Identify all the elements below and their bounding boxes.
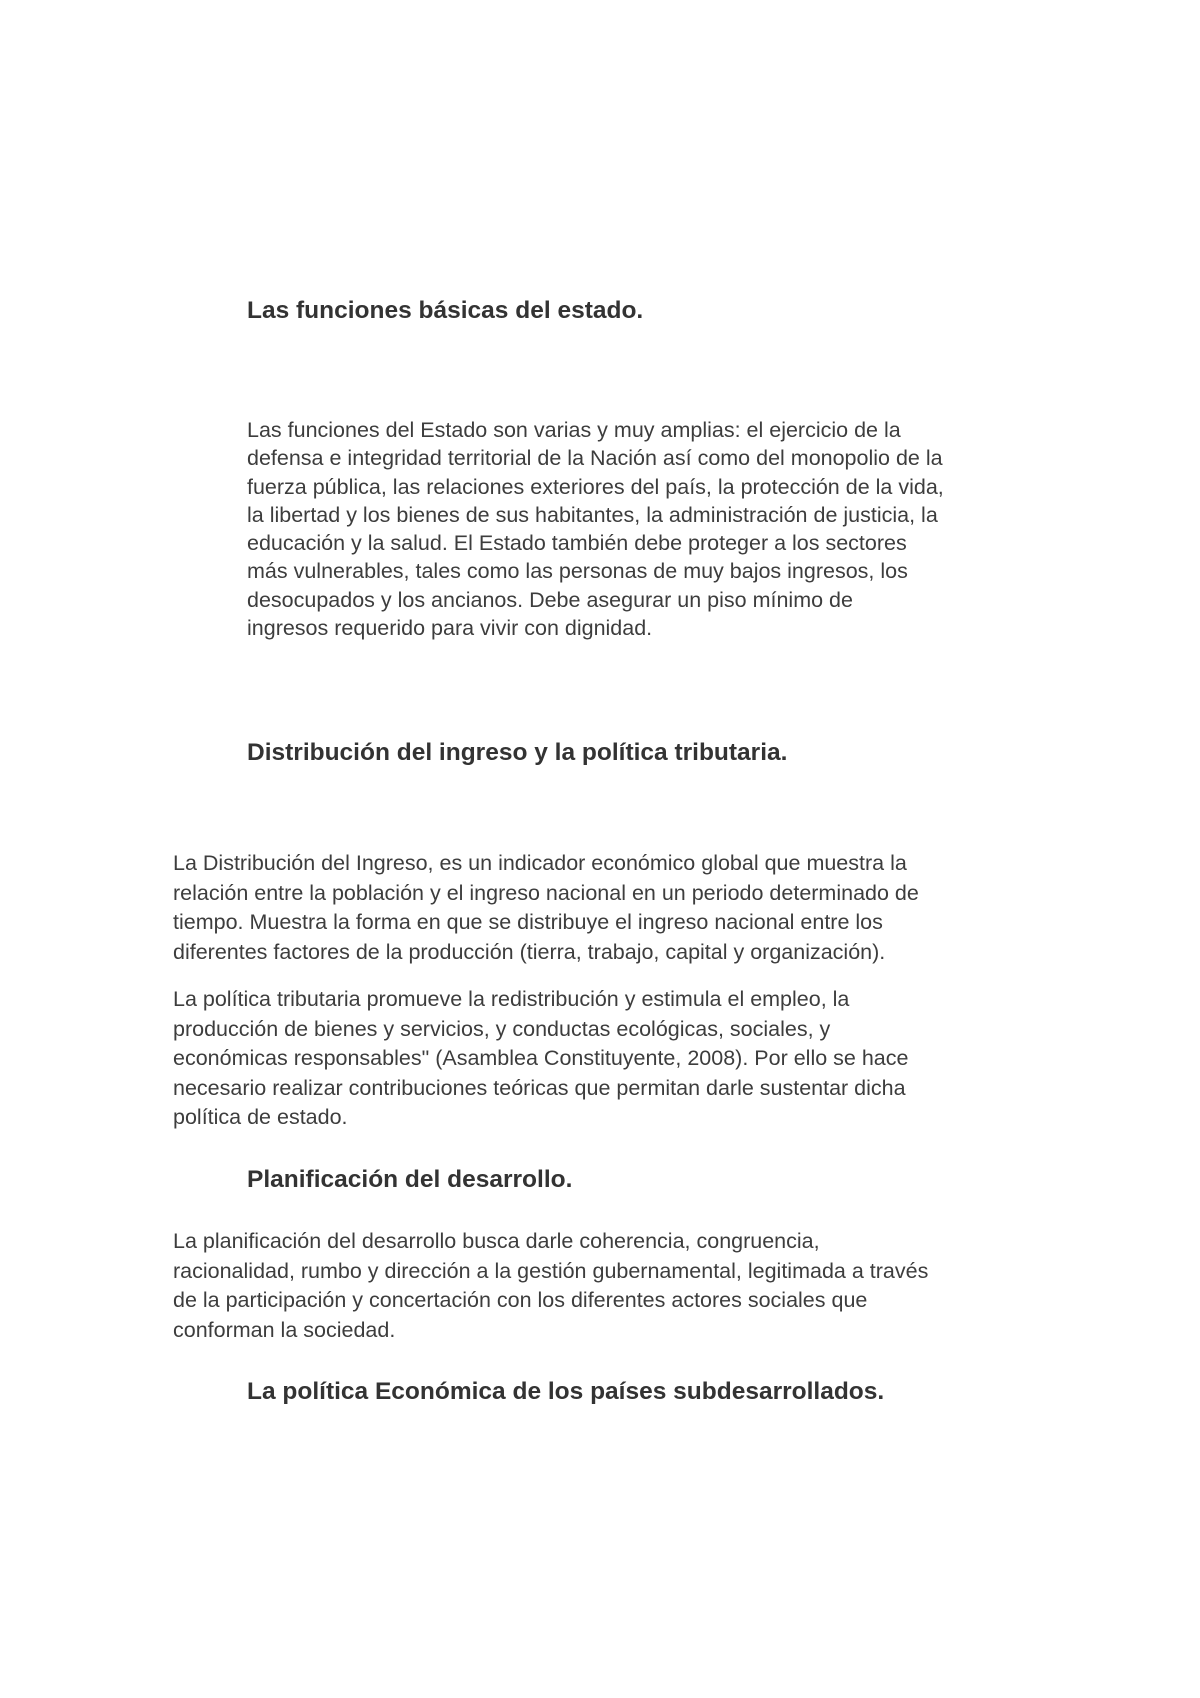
paragraph-line: tiempo. Muestra la forma en que se distribuye el ingreso nacional entre los <box>173 910 883 934</box>
paragraph-line: producción de bienes y servicios, y conductas ecológicas, sociales, y <box>173 1016 831 1041</box>
paragraph-line: la libertad y los bienes de sus habitantes, la administración de justicia, la <box>247 502 938 527</box>
paragraph-line: ingresos requerido para vivir con dignidad. <box>247 616 653 641</box>
paragraph-line: conforman la sociedad. <box>173 1317 396 1342</box>
paragraph-line: La política tributaria promueve la redistribución y estimula el empleo, la <box>173 987 850 1011</box>
paragraph-line: política de estado. <box>173 1105 348 1129</box>
heading-funciones-basicas: Las funciones básicas del estado. <box>247 297 644 324</box>
paragraph-line: económicas responsables" (Asamblea Constituyente, 2008). Por ello se hace <box>173 1046 909 1070</box>
paragraph-line: La planificación del desarrollo busca darle coherencia, congruencia, <box>173 1229 820 1253</box>
heading-distribucion-ingreso: Distribución del ingreso y la política tributaria. <box>247 739 788 766</box>
paragraph-line: defensa e integridad territorial de la Nación así como del monopolio de la <box>247 446 943 471</box>
paragraph-line: La Distribución del Ingreso, es un indicador económico global que muestra la <box>173 851 907 875</box>
paragraph-line: educación y la salud. El Estado también debe proteger a los sectores <box>247 531 907 556</box>
paragraph-line: relación entre la población y el ingreso nacional en un periodo determinado de <box>173 880 919 905</box>
paragraph-line: Las funciones del Estado son varias y muy amplias: el ejercicio de la <box>247 418 901 442</box>
paragraph-line: necesario realizar contribuciones teóricas que permitan darle sustentar dicha <box>173 1075 906 1100</box>
paragraph-line: desocupados y los ancianos. Debe asegurar un piso mínimo de <box>247 587 853 612</box>
paragraph-line: más vulnerables, tales como las personas de muy bajos ingresos, los <box>247 559 908 584</box>
paragraph-funciones-estado <box>247 416 1047 642</box>
paragraph-politica-tributaria <box>173 985 1053 1133</box>
paragraph-line: fuerza pública, las relaciones exteriores del país, la protección de la vida, <box>247 474 944 499</box>
paragraph-line: racionalidad, rumbo y dirección a la gestión gubernamental, legitimada a través <box>173 1258 929 1283</box>
heading-politica-economica: La política Económica de los países subdesarrollados. <box>247 1378 885 1405</box>
paragraph-distribucion-ingreso <box>173 849 1053 967</box>
paragraph-planificacion-desarrollo <box>173 1227 1053 1345</box>
paragraph-line: diferentes factores de la producción (tierra, trabajo, capital y organización). <box>173 939 886 964</box>
heading-planificacion-desarrollo: Planificación del desarrollo. <box>247 1166 573 1193</box>
paragraph-line: de la participación y concertación con los diferentes actores sociales que <box>173 1288 868 1312</box>
